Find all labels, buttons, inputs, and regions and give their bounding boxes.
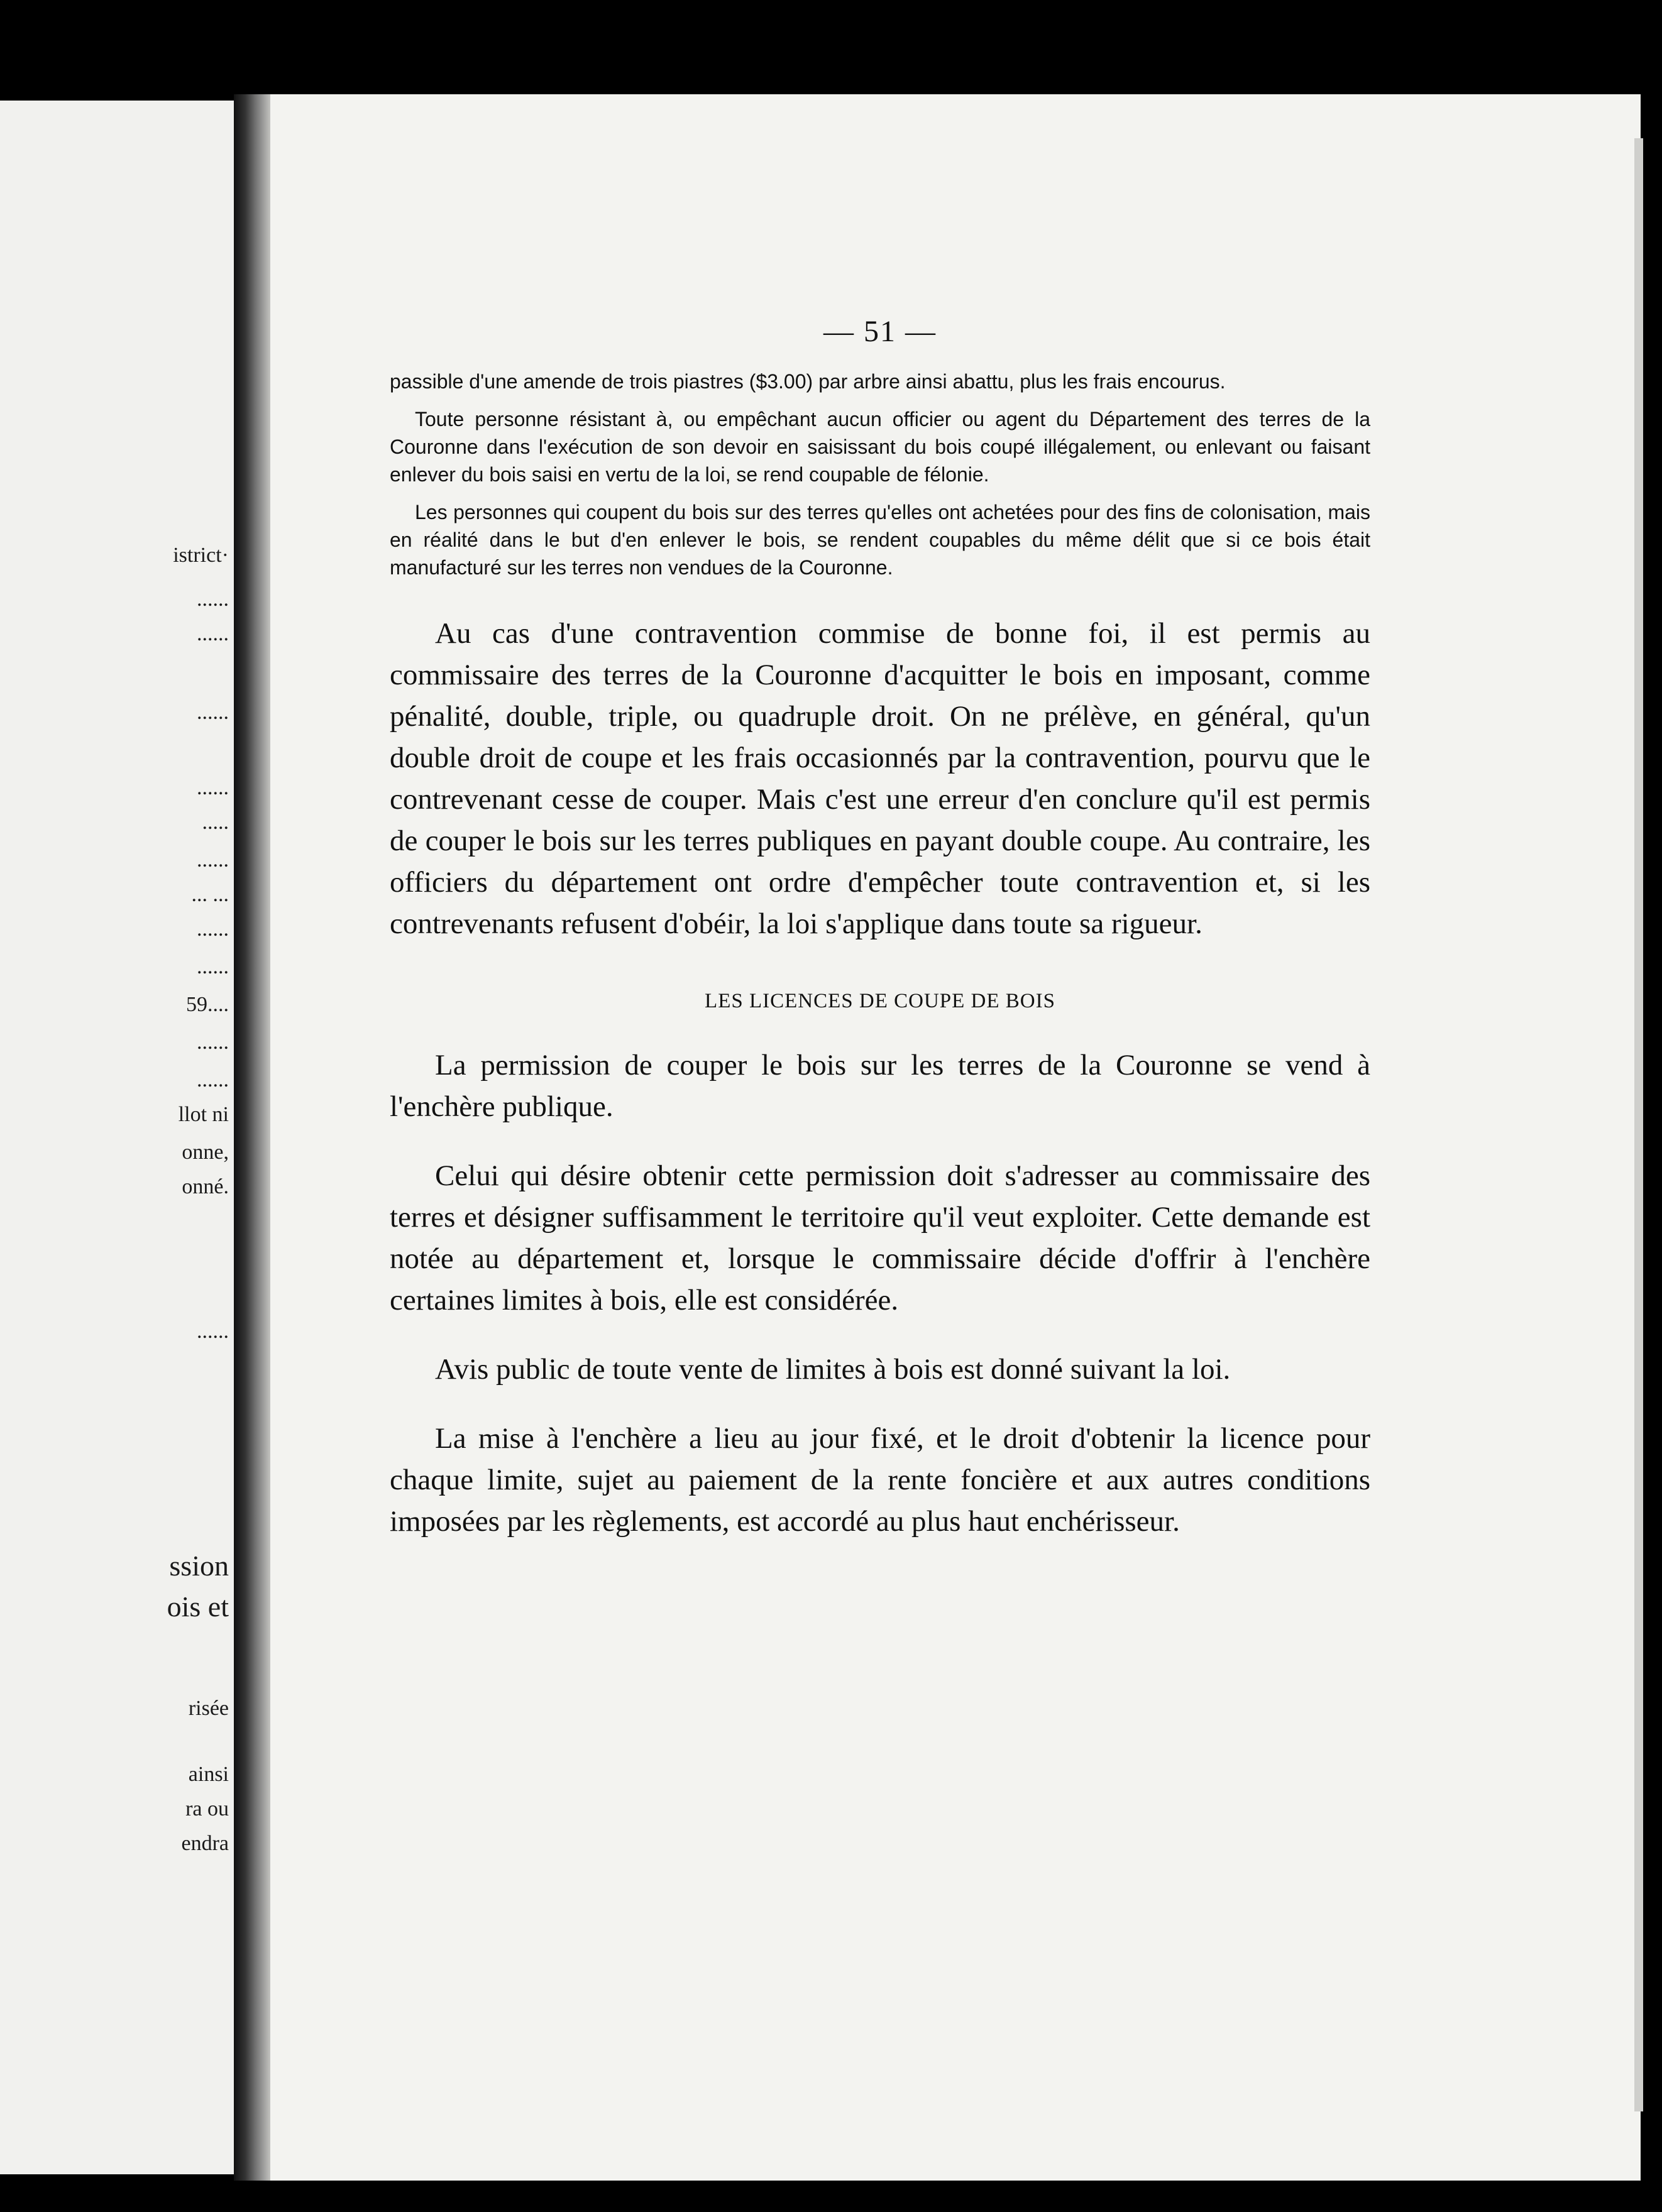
left-page-fragment: ...... [197,848,229,872]
small-paragraph: Toute personne résistant à, ou empêchant aucun officier ou agent du Département des terres de la Couronne dans l'exécution de son devoir en saisissant du bois coupé illégalement, ou enlevant ou faisant enlever du bois saisi en vertu de la loi, se rend coupable de félonie. [390,408,1370,486]
left-page-fragment: onne, [182,1141,229,1164]
body-paragraph: La mise à l'enchère a lieu au jour fixé, et le droit d'obtenir la licence pour chaque limite, sujet au paiement de la rente foncière et aux autres conditions imposées par les règlements, est accordé au plus haut enchérisseur. [390,1422,1370,1538]
page-content [390,314,1370,1542]
left-page-fragment: ...... [197,1320,229,1343]
left-page-fragment: ...... [197,955,229,978]
page-number: — 51 — [823,315,937,348]
small-paragraph: passible d'une amende de trois piastres ($3.00) par arbre ainsi abattu, plus les frais encourus. [390,370,1226,393]
left-page-fragment: ..... [202,811,229,834]
left-page-fragment: ... ... [191,883,229,906]
left-page-fragment: ...... [197,701,229,724]
left-page [0,101,234,2174]
body-paragraph: La permission de couper le bois sur les terres de la Couronne se vend à l'enchère publique. [390,1049,1370,1123]
left-page-fragment: onné. [182,1175,229,1198]
left-page-fragment: ...... [197,1031,229,1054]
left-page-fragment: ...... [197,1068,229,1092]
book-spine [234,94,272,2181]
left-page-fragment: llot ni [178,1103,229,1126]
small-paragraph: Les personnes qui coupent du bois sur des terres qu'elles ont achetées pour des fins de colonisation, mais en réalité dans le but d'en enlever le bois, se rendent coupables du même délit que si ce bois était manufacturé sur les terres non vendues de la Couronne. [390,501,1370,579]
left-page-fragment: istrict· [173,544,229,567]
left-page-fragment: endra [181,1832,229,1855]
left-page-fragment: ...... [197,588,229,611]
body-paragraph: Au cas d'une contravention commise de bonne foi, il est permis au commissaire des terres de la Couronne d'acquitter le bois en imposant, comme pénalité, double, triple, ou quadruple droit. On ne prélève, en général, qu'un double droit de coupe et les frais occasionnés par la contravention, pourvu que le contrevenant cesse de couper. Mais c'est une erreur d'en conclure qu'il est permis de couper le bois sur les terres publiques en payant double coupe. Au contraire, les officiers du département ont ordre d'empêcher toute contravention et, si les contrevenants refusent d'obéir, la loi s'applique dans toute sa rigueur. [390,617,1370,940]
section-heading: LES LICENCES DE COUPE DE BOIS [705,990,1055,1012]
left-page-fragment: ...... [197,776,229,799]
left-page-fragment: ra ou [185,1797,229,1821]
left-page-fragment: ...... [197,622,229,645]
left-page-fragment: ois et [167,1591,229,1623]
left-page-fragment: ainsi [188,1763,229,1786]
body-paragraph: Avis public de toute vente de limites à bois est donné suivant la loi. [435,1353,1231,1386]
left-page-fragment: ...... [197,917,229,941]
body-paragraph: Celui qui désire obtenir cette permission doit s'adresser au commissaire des terres et désigner suffisamment le territoire qu'il veut exploiter. Cette demande est notée au département et, lorsque le commissaire décide d'offrir à l'enchère certaines limites à bois, elle est considérée. [390,1159,1370,1317]
left-page-fragment: ssion [169,1550,229,1582]
left-page-fragment: risée [188,1697,229,1720]
left-page-fragment: 59.... [186,993,229,1016]
page-edge [1634,138,1643,2111]
